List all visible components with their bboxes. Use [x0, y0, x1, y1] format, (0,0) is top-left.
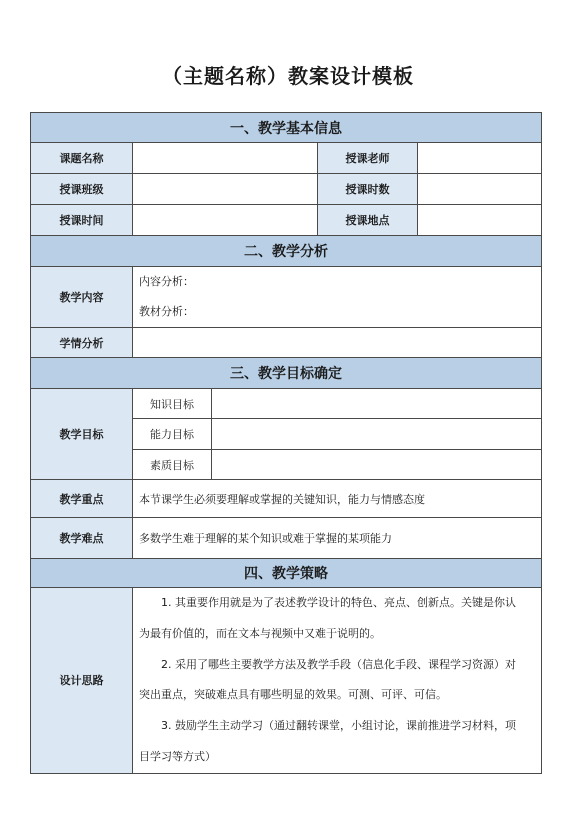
content-analysis-text: 内容分析： — [139, 275, 194, 288]
lesson-plan-table — [30, 112, 542, 774]
time-label: 授课时间 — [31, 205, 133, 236]
content-cell[interactable] — [133, 267, 542, 328]
design-para-1-line-1: 1. 其重要作用就是为了表述教学设计的特色、亮点、创新点。关键是你认 — [161, 596, 516, 609]
teacher-cell[interactable] — [418, 143, 542, 174]
document-title: （主题名称）教案设计模板 — [162, 64, 414, 88]
ability-goal-label: 能力目标 — [133, 419, 212, 450]
design-idea-cell[interactable] — [133, 588, 542, 774]
class-cell[interactable] — [133, 174, 318, 205]
textbook-analysis-text: 教材分析： — [139, 305, 194, 318]
design-para-3-line-2: 目学习等方式） — [139, 749, 216, 763]
course-name-label: 课题名称 — [31, 143, 133, 174]
section-heading-basic-info: 一、教学基本信息 — [31, 113, 542, 143]
quality-goal-label: 素质目标 — [133, 450, 212, 480]
design-para-3-line-1: 3. 鼓励学生主动学习（通过翻转课堂，小组讨论，课前推进学习材料，项 — [161, 719, 516, 733]
hours-cell[interactable] — [418, 174, 542, 205]
section-heading-objectives: 三、教学目标确定 — [31, 358, 542, 389]
key-point-text[interactable]: 本节课学生必须要理解或掌握的关键知识，能力与情感态度 — [133, 480, 542, 518]
design-idea-label: 设计思路 — [31, 588, 133, 774]
goal-label: 教学目标 — [31, 389, 133, 480]
teacher-label: 授课老师 — [318, 143, 418, 174]
design-para-1-line-2: 为最有价值的，而在文本与视频中又难于说明的。 — [139, 626, 381, 640]
knowledge-goal-label: 知识目标 — [133, 389, 212, 419]
design-para-2-line-2: 突出重点，突破难点具有哪些明显的效果。可测、可评、可信。 — [139, 688, 447, 702]
student-analysis-label: 学情分析 — [31, 328, 133, 358]
location-label: 授课地点 — [318, 205, 418, 236]
content-label: 教学内容 — [31, 267, 133, 328]
ability-goal-cell[interactable] — [212, 419, 542, 450]
design-para-2-line-1: 2. 采用了哪些主要教学方法及教学手段（信息化手段、课程学习资源）对 — [161, 657, 516, 671]
location-cell[interactable] — [418, 205, 542, 236]
time-cell[interactable] — [133, 205, 318, 236]
class-label: 授课班级 — [31, 174, 133, 205]
section-heading-strategy: 四、教学策略 — [31, 559, 542, 588]
student-analysis-cell[interactable] — [133, 328, 542, 358]
difficulty-text[interactable]: 多数学生难于理解的某个知识或难于掌握的某项能力 — [133, 518, 542, 559]
hours-label: 授课时数 — [318, 174, 418, 205]
quality-goal-cell[interactable] — [212, 450, 542, 480]
key-point-label: 教学重点 — [31, 480, 133, 518]
section-heading-analysis: 二、教学分析 — [31, 236, 542, 267]
knowledge-goal-cell[interactable] — [212, 389, 542, 419]
course-name-cell[interactable] — [133, 143, 318, 174]
difficulty-label: 教学难点 — [31, 518, 133, 559]
